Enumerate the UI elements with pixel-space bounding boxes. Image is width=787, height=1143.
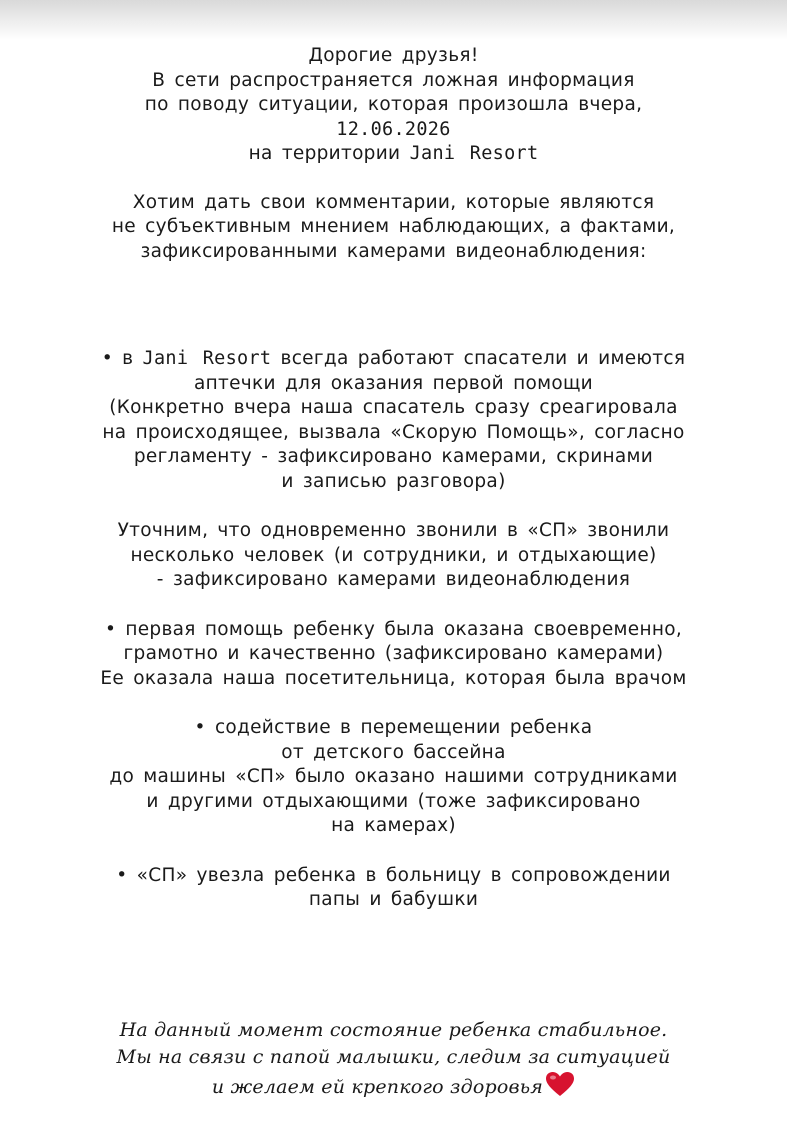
point-transfer — [0, 716, 787, 839]
clarify-block — [0, 519, 787, 593]
intro-date: 12.06.2026 — [336, 118, 451, 140]
point-line: папы и бабушки — [308, 889, 479, 910]
point-line: на происходящее, вызвала «Скорую Помощь», согласно — [102, 421, 685, 443]
point-line: • в Jani Resort всегда работают спасатели и имеются — [101, 348, 686, 369]
comment-line: зафиксированными камерами видеонаблюдения: — [140, 240, 647, 262]
point-line: регламенту - зафиксировано камерами, скринами — [133, 446, 654, 467]
heart-icon — [545, 1071, 575, 1105]
point-line: от детского бассейна — [281, 741, 506, 763]
intro-line: В сети распространяется ложная информация — [152, 69, 635, 91]
story-post-text — [0, 44, 787, 913]
closing-line-last — [0, 1071, 787, 1105]
closing-message — [0, 1017, 787, 1105]
closing-line: На данный момент состояние ребенка стабильное. — [119, 1019, 668, 1041]
greeting: Дорогие друзья! — [308, 45, 479, 66]
comment-line: не субъективным мнением наблюдающих, а фактами, — [111, 216, 676, 237]
comment-line: Хотим дать свои комментарии, которые являются — [132, 191, 655, 213]
point-line: • «СП» увезла ребенка в больницу в сопровождении — [116, 864, 671, 886]
point-hospital — [0, 864, 787, 913]
comment-block — [0, 191, 787, 265]
point-lifeguards — [0, 347, 787, 494]
point-line: • первая помощь ребенку была оказана своевременно, — [104, 618, 683, 640]
intro-block — [0, 44, 787, 167]
point-first-aid — [0, 618, 787, 692]
point-line: аптечки для оказания первой помощи — [193, 372, 594, 394]
point-line: грамотно и качественно (зафиксировано камерами) — [123, 643, 664, 664]
point-line: (Конкретно вчера наша спасатель сразу среагировала — [109, 397, 678, 418]
closing-line: Мы на связи с папой малышки, следим за ситуацией — [116, 1046, 671, 1068]
point-line: • содействие в перемещении ребенка — [194, 717, 593, 738]
point-line: на камерах) — [331, 815, 456, 836]
point-line: и записью разговора) — [281, 470, 506, 492]
intro-line: по поводу ситуации, которая произошла вчера, — [144, 94, 643, 115]
point-line: и другими отдыхающими (тоже зафиксировано — [146, 790, 641, 812]
clarify-line: - зафиксировано камерами видеонаблюдения — [156, 569, 631, 590]
clarify-line: несколько человек (и сотрудники, и отдыхающие) — [130, 544, 657, 566]
closing-line-text: и желаем ей крепкого здоровья — [211, 1076, 544, 1098]
clarify-line: Уточним, что одновременно звонили в «СП» звонили — [117, 520, 670, 541]
point-line: Ее оказала наша посетительница, которая была врачом — [100, 667, 687, 689]
intro-location: на территории Jani Resort — [248, 143, 539, 164]
point-line: до машины «СП» было оказано нашими сотрудниками — [109, 766, 678, 787]
top-status-fade — [0, 0, 787, 40]
